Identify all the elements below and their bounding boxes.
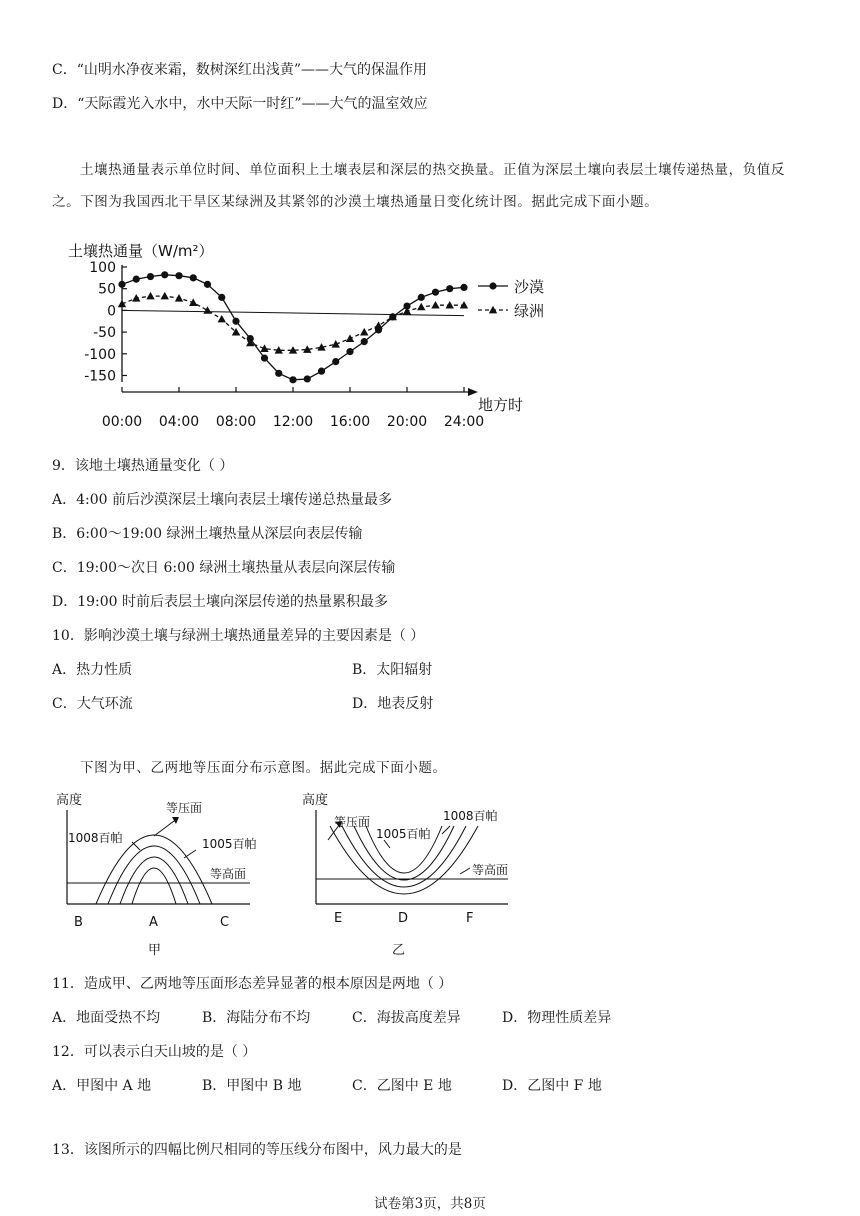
x-axis-label: 地方时 — [478, 396, 524, 414]
isobar-diagram-jia — [52, 788, 262, 963]
oasis-point — [203, 306, 211, 314]
question-9-option-c: C．19:00～次日 6:00 绿洲土壤热量从表层向深层传输 — [52, 560, 396, 576]
chart-legend — [478, 278, 544, 320]
series-line-desert — [122, 275, 464, 380]
oasis-point — [118, 300, 126, 308]
legend-label-desert: 沙漠 — [514, 278, 545, 296]
question-9-stem: 9．该地土壤热通量变化（ ） — [52, 458, 234, 474]
soil-heat-flux-chart — [60, 234, 560, 440]
zero-line — [122, 310, 464, 315]
series-line-oasis — [122, 296, 464, 350]
x-axis — [102, 387, 484, 430]
jia-point-c: C — [220, 915, 230, 930]
jia-point-a: A — [149, 915, 158, 930]
desert-point — [133, 276, 140, 283]
desert-point — [275, 370, 282, 377]
desert-point — [118, 281, 125, 288]
question-11-option-d: D．物理性质差异 — [502, 1010, 612, 1026]
yi-1008-label: 1008百帕 — [443, 809, 498, 823]
option-c-prev: C．“山明水净夜来霜，数树深红出浅黄”——大气的保温作用 — [52, 62, 428, 78]
yi-point-e: E — [334, 911, 343, 926]
yi-isobar-label: 等压面 — [334, 815, 371, 829]
yi-caption: 乙 — [392, 943, 406, 958]
jia-1005-label: 1005百帕 — [202, 837, 257, 851]
jia-height-label: 高度 — [56, 793, 83, 808]
legend-label-oasis: 绿洲 — [514, 302, 545, 320]
yi-height-label: 高度 — [302, 793, 329, 808]
desert-point — [361, 338, 368, 345]
y-tick-label: -150 — [84, 368, 116, 385]
question-10-stem: 10．影响沙漠土壤与绿洲土壤热通量差异的主要因素是（ ） — [52, 628, 425, 644]
jia-point-b: B — [74, 915, 83, 930]
yi-contour-label: 等高面 — [472, 863, 509, 877]
desert-point — [147, 273, 154, 280]
question-12-stem: 12．可以表示白天山坡的是（ ） — [52, 1044, 257, 1060]
x-tick-label: 04:00 — [158, 414, 200, 430]
question-9-option-b: B．6:00～19:00 绿洲土壤热量从深层向表层传输 — [52, 526, 363, 542]
legend-marker-desert — [489, 282, 496, 289]
desert-point — [175, 272, 182, 279]
y-tick-label: -50 — [93, 325, 116, 342]
oasis-point — [346, 334, 354, 342]
y-tick-label: 50 — [98, 281, 116, 298]
desert-point — [432, 289, 439, 296]
oasis-point — [360, 328, 368, 336]
x-tick-label: 00:00 — [101, 414, 143, 430]
yi-1005-label: 1005百帕 — [376, 827, 431, 841]
page-footer: 试卷第3页，共8页 — [374, 1196, 486, 1212]
jia-1008-label: 1008百帕 — [68, 831, 123, 845]
oasis-point — [417, 303, 425, 311]
question-9-option-a: A．4:00 前后沙漠深层土壤向表层土壤传递总热量最多 — [52, 492, 392, 508]
question-11-option-a: A．地面受热不均 — [52, 1010, 161, 1026]
desert-point — [460, 284, 467, 291]
oasis-point — [374, 321, 382, 329]
question-11-option-c: C．海拔高度差异 — [352, 1010, 461, 1026]
x-axis-arrow — [468, 388, 478, 396]
oasis-point — [146, 292, 154, 300]
oasis-point — [332, 340, 340, 348]
desert-point — [261, 355, 268, 362]
x-tick-label: 16:00 — [329, 414, 371, 430]
desert-point — [346, 348, 353, 355]
question-12-option-a: A．甲图中 A 地 — [52, 1078, 152, 1094]
y-tick-label: 0 — [107, 303, 116, 320]
yi-point-d: D — [398, 911, 409, 926]
oasis-point — [161, 292, 169, 300]
series-lines — [122, 275, 464, 380]
yi-point-f: F — [466, 911, 474, 926]
desert-point — [190, 274, 197, 281]
intro-paragraph-1 — [52, 154, 810, 218]
y-tick-label: 100 — [89, 260, 116, 276]
desert-point — [232, 318, 239, 325]
question-12-option-b: B．甲图中 B 地 — [202, 1078, 302, 1094]
question-11-stem: 11．造成甲、乙两地等压面形态差异显著的根本原因是两地（ ） — [52, 976, 453, 992]
question-9-option-d: D．19:00 时前后表层土壤向深层传递的热量累积最多 — [52, 594, 389, 610]
oasis-point — [431, 301, 439, 309]
jia-contour-label: 等高面 — [210, 867, 247, 881]
oasis-point — [132, 294, 140, 302]
x-tick-label: 20:00 — [386, 414, 428, 430]
desert-point — [218, 294, 225, 301]
y-tick-label: -100 — [84, 346, 116, 363]
desert-point — [332, 358, 339, 365]
question-10-option-a: A．热力性质 — [52, 662, 133, 678]
intro-text-1: 土壤热通量表示单位时间、单位面积上土壤表层和深层的热交换量。正值为深层土壤向表层土壤传递热量，负值反之。下图为我国西北干旱区某绿洲及其紧邻的沙漠土壤热通量日变化统计图。据此完成下面小题。 — [52, 162, 785, 210]
jia-isobar-label: 等压面 — [166, 801, 203, 815]
desert-point — [204, 281, 211, 288]
oasis-point — [175, 294, 183, 302]
oasis-point — [260, 344, 268, 352]
question-11-option-b: B．海陆分布不均 — [202, 1010, 311, 1026]
intro-text-2: 下图为甲、乙两地等压面分布示意图。据此完成下面小题。 — [80, 760, 447, 776]
question-10-option-c: C．大气环流 — [52, 696, 133, 712]
desert-point — [446, 285, 453, 292]
question-12-option-c: C．乙图中 E 地 — [352, 1078, 452, 1094]
option-d-prev: D．“天际霞光入水中，水中天际一时红”——大气的温室效应 — [52, 96, 428, 112]
chart-title: 土壤热通量（W/m²） — [68, 242, 214, 260]
oasis-point — [446, 301, 454, 309]
desert-point — [289, 376, 296, 383]
desert-point — [318, 368, 325, 375]
question-13-stem: 13．该图所示的四幅比例尺相同的等压线分布图中，风力最大的是 — [52, 1142, 462, 1158]
desert-point — [418, 294, 425, 301]
oasis-point — [218, 315, 226, 323]
x-tick-label: 08:00 — [215, 414, 257, 430]
jia-caption: 甲 — [148, 943, 162, 958]
question-10-option-d: D．地表反射 — [352, 696, 434, 712]
desert-point — [304, 375, 311, 382]
isobar-diagram-yi — [300, 788, 520, 963]
question-10-option-b: B．太阳辐射 — [352, 662, 433, 678]
intro-paragraph-2 — [52, 752, 810, 784]
question-12-option-d: D．乙图中 F 地 — [502, 1078, 602, 1094]
x-tick-label: 12:00 — [272, 414, 314, 430]
series-markers — [118, 271, 468, 383]
desert-point — [161, 271, 168, 278]
x-tick-label: 24:00 — [443, 414, 485, 430]
